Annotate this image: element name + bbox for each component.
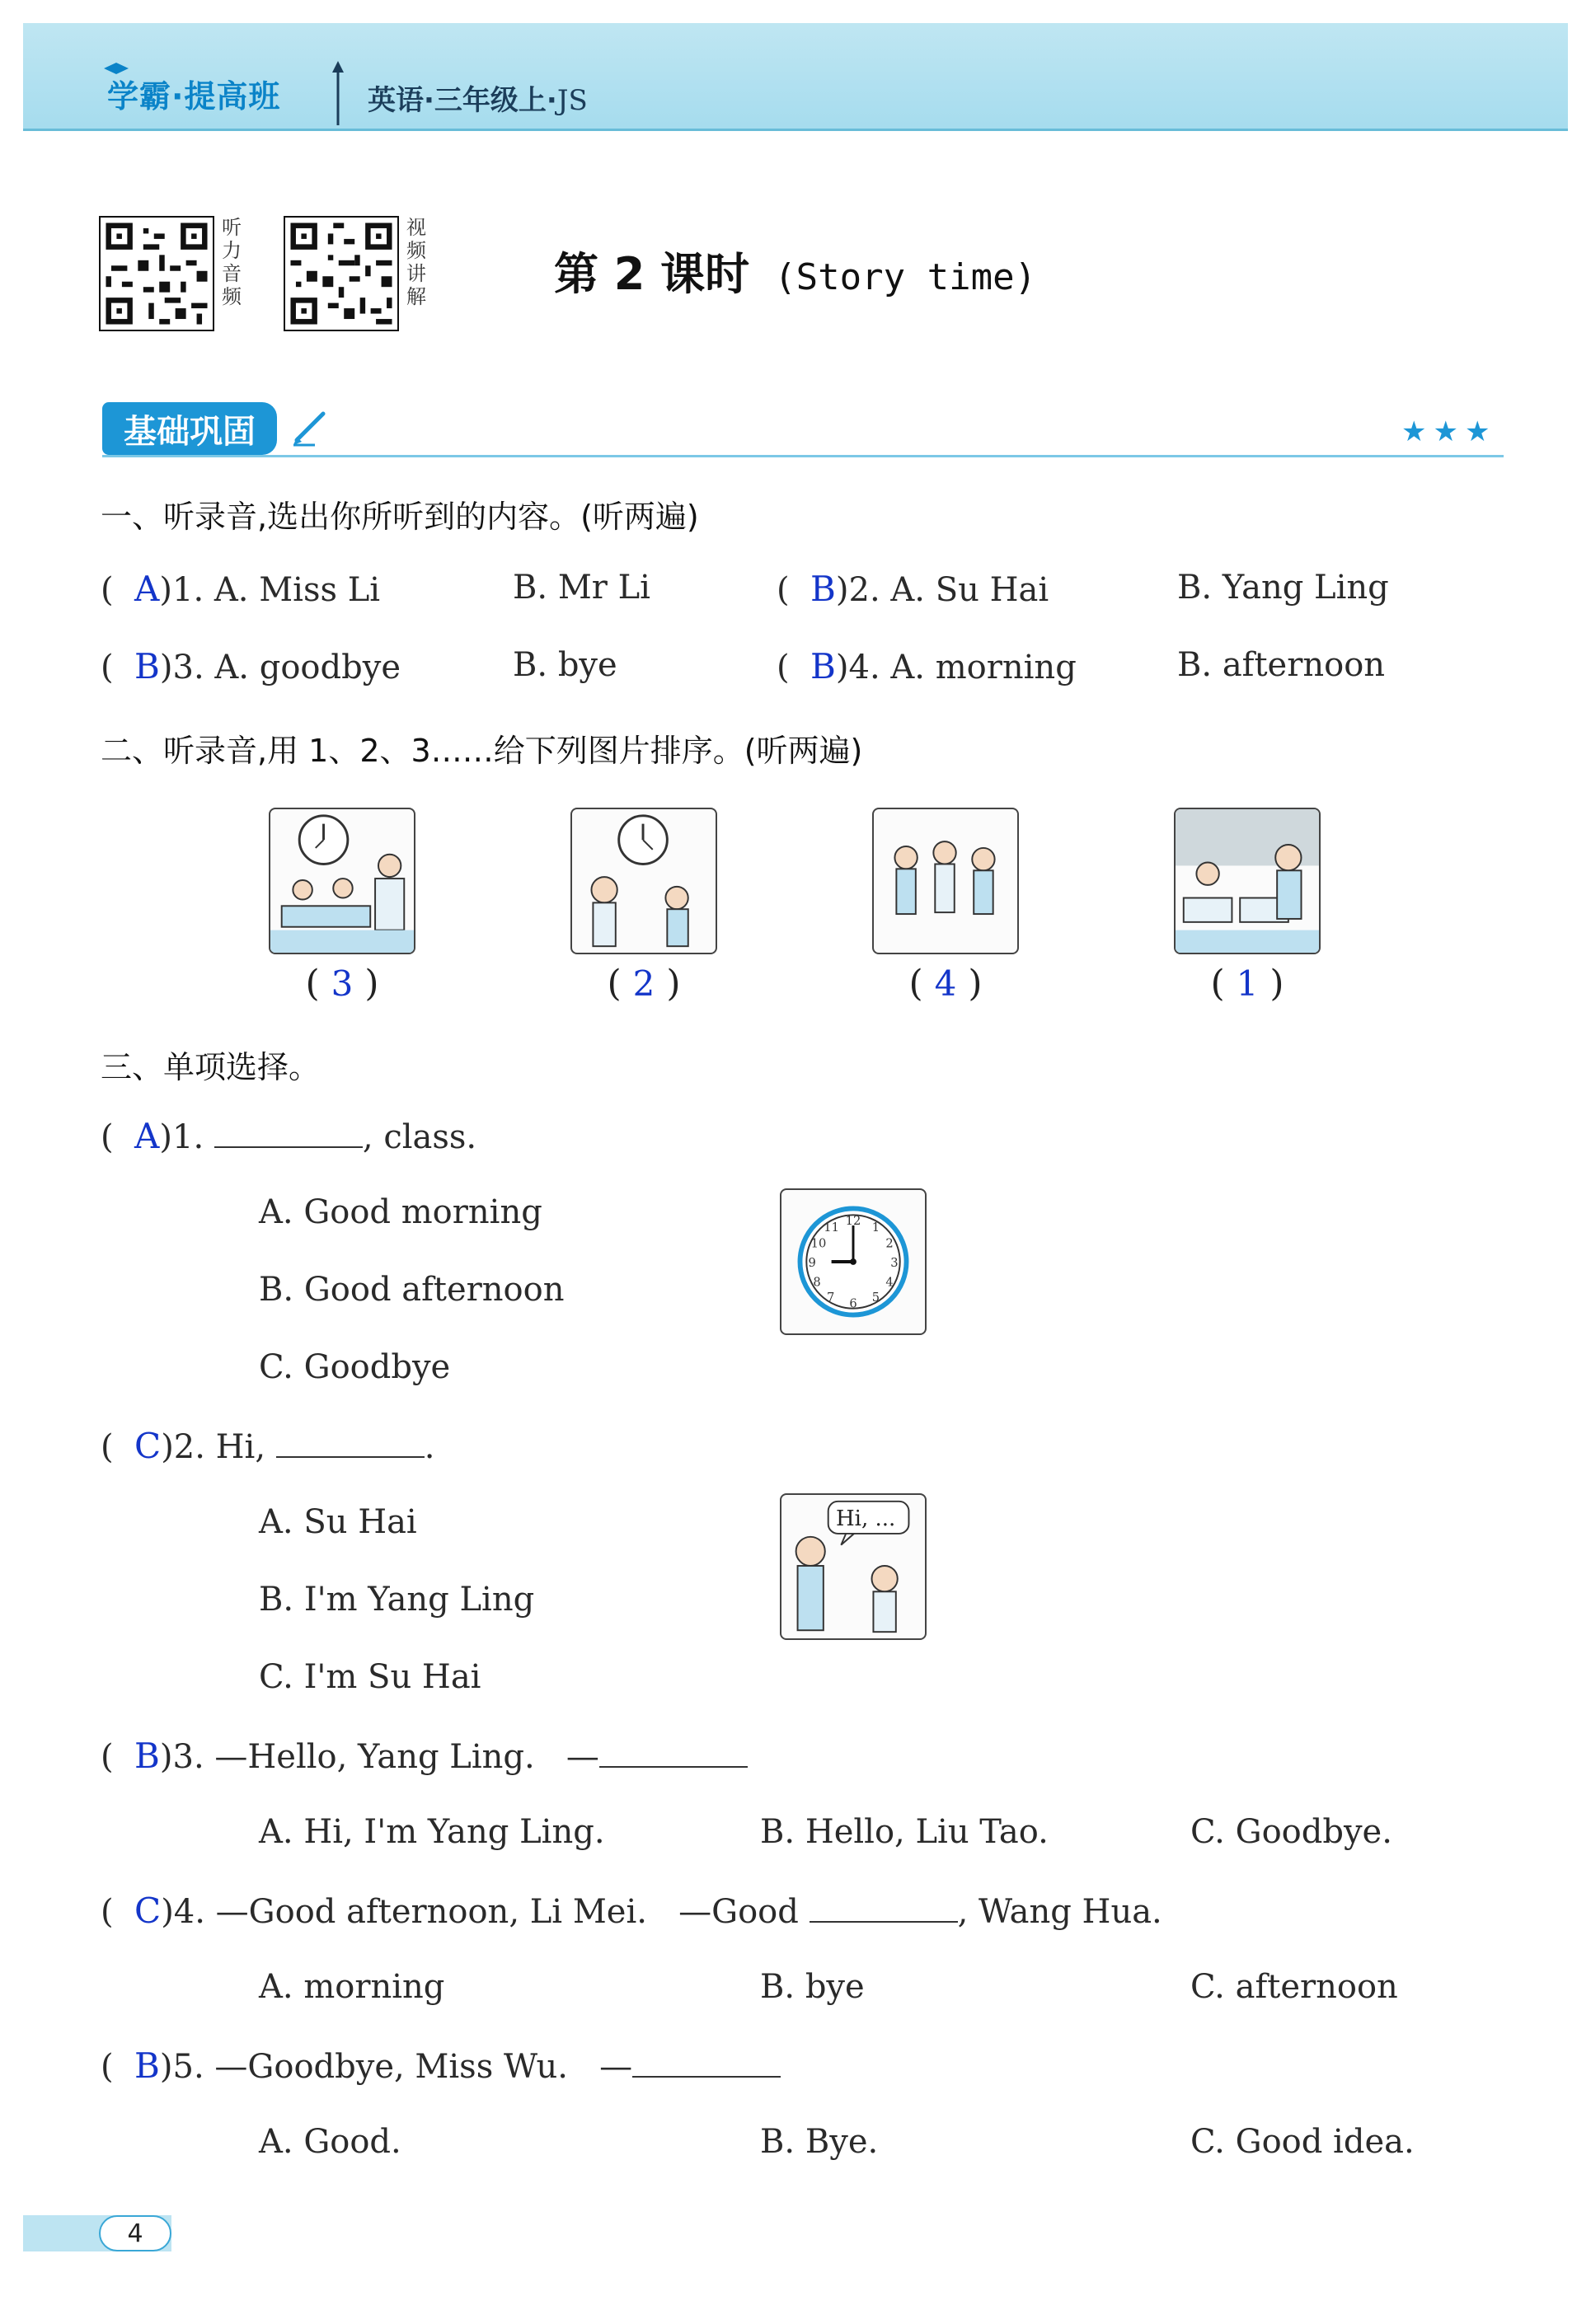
svg-text:1: 1 xyxy=(871,1220,880,1235)
svg-text:5: 5 xyxy=(871,1290,880,1305)
picture-order-answer: ( 3 ) xyxy=(305,963,379,1005)
qr-label-char: 频 xyxy=(406,239,426,262)
paren-open: ( xyxy=(101,2048,135,2086)
answer-mark: A xyxy=(134,569,160,609)
svg-text:3: 3 xyxy=(890,1255,899,1270)
qr-label-char: 音 xyxy=(222,262,242,285)
clock-icon xyxy=(780,1188,927,1335)
subject-text: 英语·三年级上· xyxy=(368,84,557,117)
arrow-up-icon xyxy=(330,61,346,127)
part3-q2-stem xyxy=(101,1426,435,1466)
picture-teacher-class xyxy=(1174,808,1321,954)
qr-label-char: 解 xyxy=(406,285,426,308)
picture-hi-greeting xyxy=(780,1493,927,1640)
qr-code-listen[interactable] xyxy=(99,216,214,331)
svg-text:9: 9 xyxy=(808,1255,816,1270)
q1-option-a: A. Good morning xyxy=(259,1193,542,1231)
part1-item-1 xyxy=(101,569,380,609)
picture-greeting-clock xyxy=(570,808,717,954)
picture-three-kids xyxy=(872,808,1019,954)
lesson-number: 第 2 课时 xyxy=(554,248,750,300)
qr-label-char: 听 xyxy=(222,216,242,239)
answer-mark: B xyxy=(810,569,836,609)
svg-text:10: 10 xyxy=(810,1236,827,1251)
answer-mark: C xyxy=(134,1426,162,1466)
part1-option-b: B. Yang Ling xyxy=(1177,569,1389,607)
q3-option-c: C. Goodbye. xyxy=(1190,1813,1392,1851)
item-number: )5. —Goodbye, Miss Wu. xyxy=(159,2048,568,2086)
q4-option-b: B. bye xyxy=(760,1968,865,2006)
answer-mark: 2 xyxy=(632,963,655,1004)
dash: — xyxy=(599,2048,633,2086)
answer-mark: 1 xyxy=(1236,963,1259,1004)
difficulty-stars: ★★★ xyxy=(1401,415,1497,448)
option-a: A. Miss Li xyxy=(214,571,381,609)
answer-mark: B xyxy=(810,646,836,686)
paren-open: ( xyxy=(101,571,135,609)
part1-option-b: B. bye xyxy=(513,646,617,684)
q5-option-a: A. Good. xyxy=(259,2123,401,2161)
lesson-subtitle: (Story time) xyxy=(774,256,1037,298)
part1-item-2 xyxy=(777,569,1049,609)
section-banner: 基础巩固 xyxy=(102,402,277,455)
svg-text:2: 2 xyxy=(885,1236,894,1251)
brand-logo: 学霸·提高班 xyxy=(107,78,281,115)
answer-mark: B xyxy=(134,646,160,686)
q2-option-b: B. I'm Yang Ling xyxy=(259,1581,535,1619)
picture-order-answer: ( 4 ) xyxy=(908,963,983,1005)
q5-option-c: C. Good idea. xyxy=(1190,2123,1415,2161)
picture-order-answer: ( 1 ) xyxy=(1210,963,1284,1005)
q4-option-c: C. afternoon xyxy=(1190,1968,1398,2006)
stem-text: . xyxy=(424,1428,435,1466)
answer-mark: B xyxy=(134,2045,160,2086)
part1-heading: 一、听录音,选出你所听到的内容。(听两遍) xyxy=(101,499,699,535)
item-number: )3. —Hello, Yang Ling. xyxy=(159,1738,535,1776)
answer-mark: 3 xyxy=(331,963,354,1004)
edition-text: JS xyxy=(556,84,588,117)
q3-option-b: B. Hello, Liu Tao. xyxy=(760,1813,1049,1851)
paren-open: ( xyxy=(101,1893,135,1931)
qr-label-video xyxy=(404,216,429,308)
qr-label-char: 频 xyxy=(222,285,242,308)
answer-mark: C xyxy=(134,1891,162,1931)
paren-open: ( xyxy=(101,1738,135,1776)
svg-text:11: 11 xyxy=(824,1220,839,1235)
speech-bubble: Hi, ... xyxy=(836,1506,896,1531)
subject-label xyxy=(368,77,588,118)
part3-q4-stem xyxy=(101,1891,1162,1931)
part3-q5-stem xyxy=(101,2045,781,2086)
stem-text: , Wang Hua. xyxy=(957,1893,1162,1931)
qr-label-char: 力 xyxy=(222,239,242,262)
page-number: 4 xyxy=(99,2215,171,2251)
option-a: A. morning xyxy=(890,649,1077,686)
answer-mark: B xyxy=(134,1736,160,1776)
answer-blank xyxy=(810,1891,958,1923)
svg-text:12: 12 xyxy=(845,1214,861,1229)
lesson-title xyxy=(554,239,1036,302)
item-number: )4. xyxy=(835,649,880,686)
paren-open: ( xyxy=(101,649,135,686)
item-number: )2. xyxy=(835,571,880,609)
paren-open: ( xyxy=(101,1118,135,1156)
item-number: )3. xyxy=(159,649,204,686)
paren-open: ( xyxy=(101,1428,135,1466)
item-number: )4. —Good afternoon, Li Mei. xyxy=(161,1893,647,1931)
q5-option-b: B. Bye. xyxy=(760,2123,879,2161)
section-divider xyxy=(102,455,1504,457)
item-number: )1. xyxy=(159,1118,204,1156)
picture-order-answer: ( 2 ) xyxy=(607,963,681,1005)
pencil-icon xyxy=(290,407,335,447)
stem-text: —Good xyxy=(678,1893,799,1931)
answer-mark: 4 xyxy=(934,963,957,1004)
answer-mark: A xyxy=(134,1116,160,1156)
part3-heading: 三、单项选择。 xyxy=(101,1049,321,1085)
qr-label-char: 视 xyxy=(406,216,426,239)
q1-option-c: C. Goodbye xyxy=(259,1348,451,1386)
part1-option-b: B. afternoon xyxy=(1177,646,1386,684)
svg-text:4: 4 xyxy=(885,1275,894,1290)
part1-item-4 xyxy=(777,646,1077,686)
stem-text: , class. xyxy=(362,1118,477,1156)
qr-label-char: 讲 xyxy=(406,262,426,285)
svg-text:6: 6 xyxy=(849,1296,857,1311)
svg-text:7: 7 xyxy=(826,1290,835,1305)
option-a: A. goodbye xyxy=(214,649,401,686)
part2-heading: 二、听录音,用 1、2、3……给下列图片排序。(听两遍) xyxy=(101,733,863,769)
qr-label-listen xyxy=(219,216,244,308)
paren-open: ( xyxy=(777,649,811,686)
q2-option-a: A. Su Hai xyxy=(259,1503,417,1541)
part3-q3-stem xyxy=(101,1736,748,1776)
item-number: )2. Hi, xyxy=(161,1428,266,1466)
answer-blank xyxy=(276,1427,425,1458)
option-a: A. Su Hai xyxy=(890,571,1049,609)
item-number: )1. xyxy=(159,571,204,609)
qr-code-video[interactable] xyxy=(284,216,399,331)
part3-q1-stem xyxy=(101,1116,476,1156)
part1-option-b: B. Mr Li xyxy=(513,569,650,607)
q4-option-a: A. morning xyxy=(259,1968,445,2006)
answer-blank xyxy=(599,1736,748,1768)
answer-blank xyxy=(214,1117,363,1148)
svg-text:8: 8 xyxy=(813,1275,821,1290)
answer-blank xyxy=(632,2046,781,2078)
q2-option-c: C. I'm Su Hai xyxy=(259,1658,481,1696)
dash: — xyxy=(566,1738,599,1776)
q1-option-b: B. Good afternoon xyxy=(259,1271,565,1309)
picture-classroom-clock xyxy=(269,808,415,954)
q3-option-a: A. Hi, I'm Yang Ling. xyxy=(259,1813,605,1851)
paren-open: ( xyxy=(777,571,811,609)
part1-item-3 xyxy=(101,646,401,686)
